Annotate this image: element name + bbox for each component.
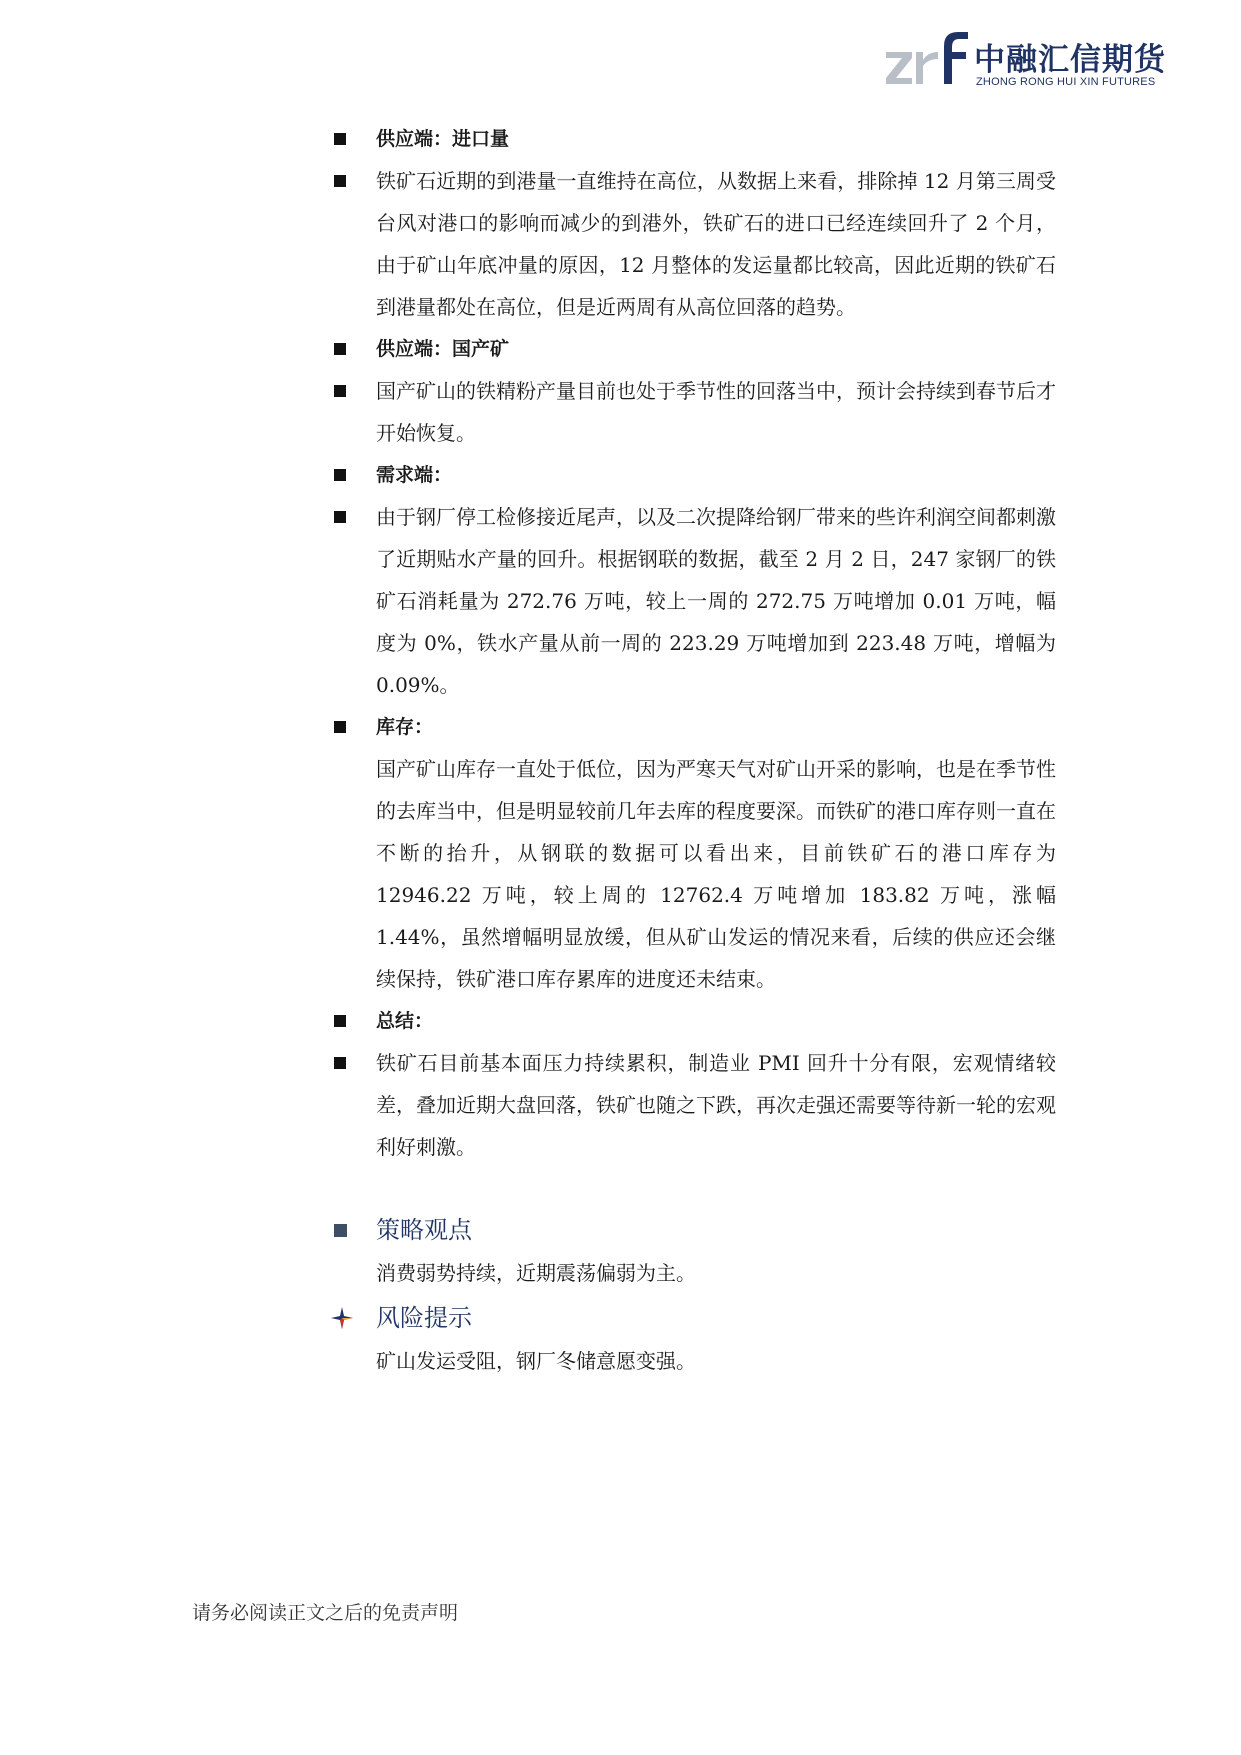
risk-title bbox=[376, 1296, 1056, 1340]
four-point-star-icon bbox=[330, 1306, 354, 1330]
logo-mark-icon bbox=[882, 28, 972, 94]
section-bullet-icon bbox=[334, 1224, 347, 1237]
supply-domestic-heading bbox=[376, 328, 1056, 370]
report-body bbox=[376, 118, 1056, 1382]
supply-domestic-heading-text: 供应端：国产矿 bbox=[376, 338, 510, 360]
square-bullet-icon bbox=[334, 385, 346, 397]
demand-heading bbox=[376, 454, 1056, 496]
square-bullet-icon bbox=[334, 511, 346, 523]
company-logo bbox=[882, 28, 1172, 98]
summary-text: 铁矿石目前基本面压力持续累积，制造业 PMI 回升十分有限，宏观情绪较差，叠加近期大盘回落，铁矿也随之下跌，再次走强还需要等待新一轮的宏观利好刺激。 bbox=[376, 1051, 1056, 1159]
inventory-paragraph bbox=[376, 748, 1056, 1000]
square-bullet-icon bbox=[334, 721, 346, 733]
risk-paragraph bbox=[376, 1340, 1056, 1382]
company-name-en: ZHONG RONG HUI XIN FUTURES bbox=[976, 76, 1156, 88]
square-bullet-icon bbox=[334, 469, 346, 481]
demand-paragraph bbox=[376, 496, 1056, 706]
demand-text: 由于钢厂停工检修接近尾声，以及二次提降给钢厂带来的些许利润空间都刺激了近期贴水产量的回升。根据钢联的数据，截至 2 月 2 日，247 家钢厂的铁矿石消耗量为 272.76 万吨，较上一周的 272.75 万吨增加 0.01 万吨，幅度为 0%，铁水产量从前一周的 223.29 万吨增加到 223.48 万吨，增幅为 0.09%。 bbox=[376, 505, 1056, 697]
supply-domestic-paragraph bbox=[376, 370, 1056, 454]
inventory-heading bbox=[376, 706, 1056, 748]
square-bullet-icon bbox=[334, 343, 346, 355]
supply-import-heading-text: 供应端：进口量 bbox=[376, 128, 510, 150]
risk-title-text: 风险提示 bbox=[376, 1304, 472, 1332]
footer-disclaimer: 请务必阅读正文之后的免责声明 bbox=[192, 1602, 459, 1624]
inventory-text: 国产矿山库存一直处于低位，因为严寒天气对矿山开采的影响，也是在季节性的去库当中，但是明显较前几年去库的程度要深。而铁矿的港口库存则一直在不断的抬升，从钢联的数据可以看出来，目前铁矿石的港口库存为 12946.22 万吨，较上周的 12762.4 万吨增加 183.82 万吨，涨幅 1.44%，虽然增幅明显放缓，但从矿山发运的情况来看，后续的供应还会继续保持，铁矿港口库存累库的进度还未结束。 bbox=[376, 757, 1056, 991]
supply-import-paragraph bbox=[376, 160, 1056, 328]
strategy-text: 消费弱势持续，近期震荡偏弱为主。 bbox=[376, 1261, 696, 1285]
risk-text: 矿山发运受阻，钢厂冬储意愿变强。 bbox=[376, 1349, 696, 1373]
summary-heading-text: 总结： bbox=[376, 1010, 434, 1032]
strategy-title-text: 策略观点 bbox=[376, 1216, 472, 1244]
square-bullet-icon bbox=[334, 133, 346, 145]
demand-heading-text: 需求端： bbox=[376, 464, 453, 486]
summary-paragraph bbox=[376, 1042, 1056, 1168]
supply-import-text: 铁矿石近期的到港量一直维持在高位，从数据上来看，排除掉 12 月第三周受台风对港口的影响而减少的到港外，铁矿石的进口已经连续回升了 2 个月，由于矿山年底冲量的原因，12 月整体的发运量都比较高，因此近期的铁矿石到港量都处在高位，但是近两周有从高位回落的趋势。 bbox=[376, 169, 1056, 319]
inventory-heading-text: 库存： bbox=[376, 716, 434, 738]
supply-domestic-text: 国产矿山的铁精粉产量目前也处于季节性的回落当中，预计会持续到春节后才开始恢复。 bbox=[376, 379, 1056, 445]
strategy-paragraph bbox=[376, 1252, 1056, 1294]
supply-import-heading bbox=[376, 118, 1056, 160]
square-bullet-icon bbox=[334, 1057, 346, 1069]
company-name-cn: 中融汇信期货 bbox=[974, 42, 1166, 78]
square-bullet-icon bbox=[334, 175, 346, 187]
square-bullet-icon bbox=[334, 1015, 346, 1027]
summary-heading bbox=[376, 1000, 1056, 1042]
strategy-title bbox=[376, 1208, 1056, 1252]
